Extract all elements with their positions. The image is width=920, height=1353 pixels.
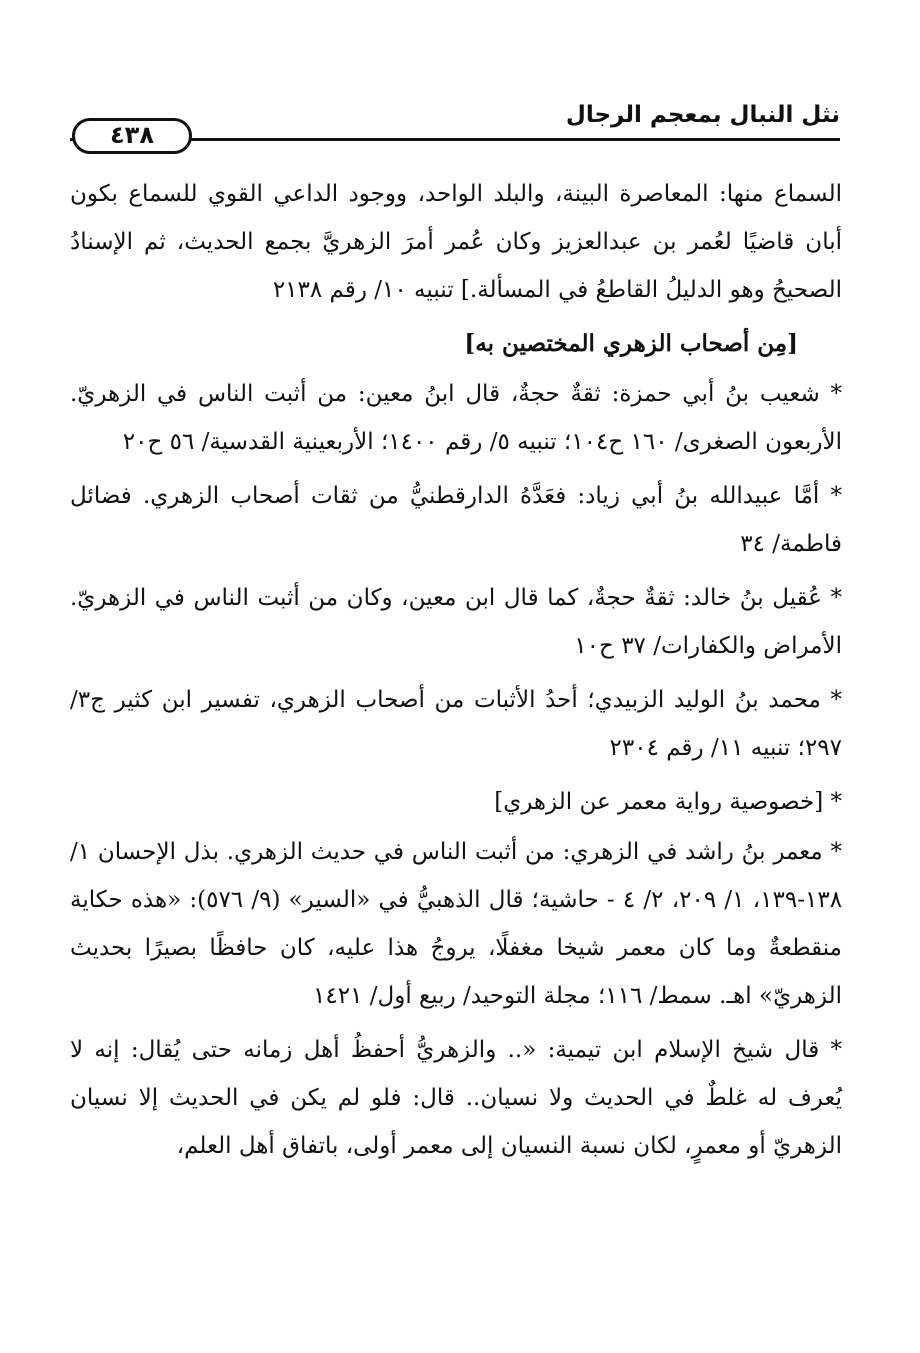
- page-header: [70, 92, 840, 162]
- subsection-heading-mamar: * [خصوصية رواية معمر عن الزهري]: [494, 789, 842, 815]
- paragraph-continuation: السماع منها: المعاصرة البينة، والبلد الواحد، ووجود الداعي القوي للسماع بكون أبان قاضيًا لعُمر بن عبدالعزيز وكان عُمر أمرَ الزهريَّ بجمع الحديث، ثم الإسنادُ الصحيحُ وهو الدليلُ القاطعُ في المسألة.] تنبيه ١٠/ رقم ٢١٣٨: [70, 181, 842, 303]
- entry-mamar: * معمر بنُ راشد في الزهري: من أثبت الناس في حديث الزهري. بذل الإحسان ١/ ١٣٨-١٣٩، ١/ ٢٠٩، ٢/ ٤ - حاشية؛ قال الذهبيُّ في «السير» (٩/ ٥٧٦): «هذه حكاية منقطعةٌ وما كان معمر شيخا مغفلًا، يروجُ هذا عليه، كان حافظًا بصيرًا بحديث الزهريّ» اهـ. سمط/ ١١٦؛ مجلة التوحيد/ ربيع أول/ ١٤٢١: [70, 839, 843, 1009]
- entry-ibn-taymiyya-quote: * قال شيخ الإسلام ابن تيمية: «.. والزهريُّ أحفظُ أهل زمانه حتى يُقال: إنه لا يُعرف له غلطٌ في الحديث ولا نسيان.. قال: فلو لم يكن في الحديث إلا نسيان الزهريّ أو معمرٍ، لكان نسبة النسيان إلى معمر أولى، باتفاق أهل العلم،: [70, 1037, 842, 1159]
- entry-uqayl: * عُقيل بنُ خالد: ثقةٌ حجةٌ، كما قال ابن معين، وكان من أثبت الناس في الزهريّ. الأمراض والكفارات/ ٣٧ ح١٠: [70, 585, 842, 659]
- page-number-badge: ٤٣٨: [72, 118, 192, 154]
- entry-shuayb: * شعيب بنُ أبي حمزة: ثقةٌ حجةٌ، قال ابنُ معين: من أثبت الناس في الزهريّ. الأربعون الصغرى/ ١٦٠ ح١٠٤؛ تنبيه ٥/ رقم ١٤٠٠؛ الأربعينية القدسية/ ٥٦ ح٢٠: [70, 381, 842, 455]
- running-title: نثل النبال بمعجم الرجال: [565, 102, 840, 128]
- entry-ubaydullah: * أمَّا عبيدالله بنُ أبي زياد: فعَدَّهُ الدارقطنيُّ من ثقات أصحاب الزهري. فضائل فاطمة/ ٣٤: [70, 483, 842, 557]
- section-heading: [مِن أصحاب الزهري المختصين به]: [464, 330, 798, 357]
- page-body: [70, 170, 842, 1176]
- entry-zubaydi: * محمد بنُ الوليد الزبيدي؛ أحدُ الأثبات من أصحاب الزهري، تفسير ابن كثير ج٣/ ٢٩٧؛ تنبيه ١١/ رقم ٢٣٠٤: [70, 687, 842, 761]
